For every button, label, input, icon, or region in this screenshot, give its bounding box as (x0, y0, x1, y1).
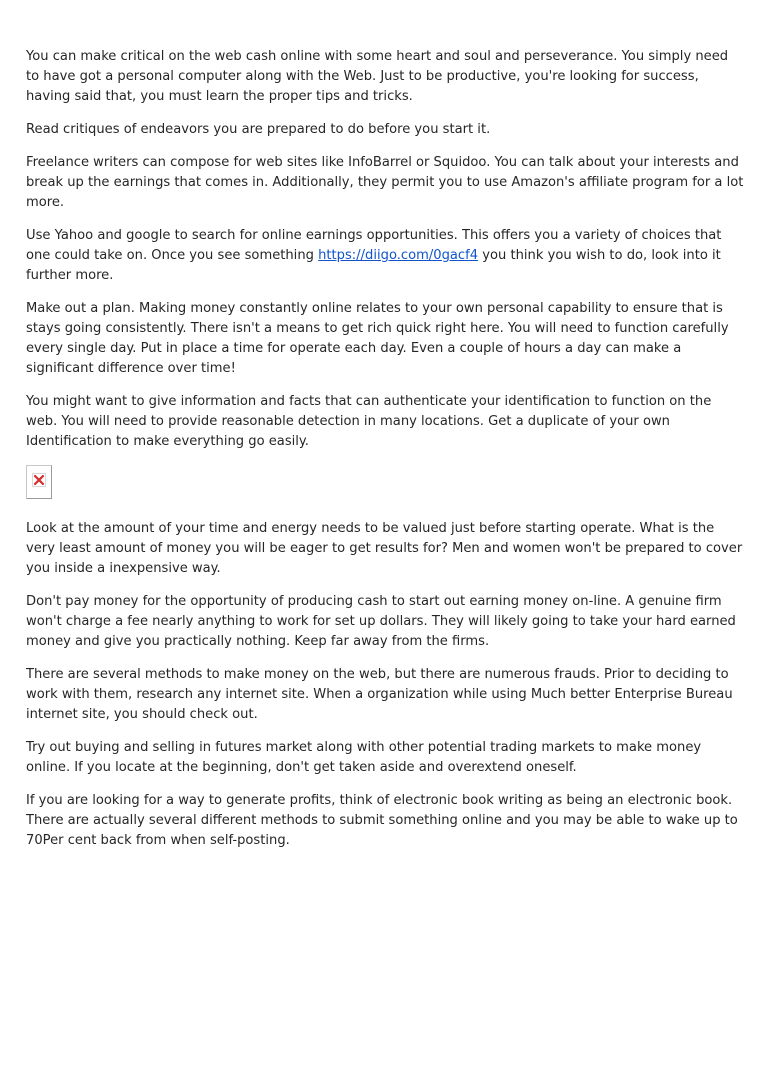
paragraph-1: You can make critical on the web cash online with some heart and soul and perseverance. You simply need to have got a personal computer along with the Web. Just to be productive, you're looking for success, having said that, you must learn the proper tips and tricks. (26, 49, 729, 104)
paragraph-4-text-before: Use Yahoo and google to search for online earnings opportunities. This offers you a variety of choices that one could take on. Once you see something (26, 228, 722, 263)
paragraph-9: There are several methods to make money on the web, but there are numerous frauds. Prior to deciding to work with them, research any internet site. When a organization while using Much better Enterprise Bureau internet site, you should check out. (26, 667, 733, 722)
paragraph-4-text-after: you think you wish to do, look into it further more. (26, 248, 721, 283)
paragraph-3: Freelance writers can compose for web sites like InfoBarrel or Squidoo. You can talk about your interests and break up the earnings that comes in. Additionally, they permit you to use Amazon's affiliate program for a lot more. (26, 155, 744, 210)
broken-image-frame (26, 465, 52, 499)
broken-image (26, 465, 52, 499)
broken-image-icon (32, 473, 46, 487)
paragraph-7: Look at the amount of your time and energy needs to be valued just before starting operate. What is the very least amount of money you will be eager to get results for? Men and women won't be prepared to cover you inside a inexpensive way. (26, 521, 743, 576)
paragraph-8: Don't pay money for the opportunity of producing cash to start out earning money on-line. A genuine firm won't charge a fee nearly anything to work for set up dollars. They will likely going to take your hard earned money and give you practically nothing. Keep far away from the firms. (26, 594, 736, 649)
article-body (26, 47, 744, 864)
paragraph-2: Read critiques of endeavors you are prepared to do before you start it. (26, 122, 491, 137)
paragraph-11: If you are looking for a way to generate profits, think of electronic book writing as being an electronic book. There are actually several different methods to submit something online and you may be able to wake up to 70Per cent back from when self-posting. (26, 793, 738, 848)
paragraph-6: You might want to give information and facts that can authenticate your identification to function on the web. You will need to provide reasonable detection in many locations. Get a duplicate of your own Identification to make everything go easily. (26, 394, 712, 449)
paragraph-5: Make out a plan. Making money constantly online relates to your own personal capability to ensure that is stays going consistently. There isn't a means to get rich quick right here. You will need to function carefully every single day. Put in place a time for operate each day. Even a couple of hours a day can make a significant difference over time! (26, 301, 729, 376)
diigo-link[interactable]: https://diigo.com/0gacf4 (318, 248, 479, 263)
paragraph-10: Try out buying and selling in futures market along with other potential trading markets to make money online. If you locate at the beginning, don't get taken aside and overextend oneself. (26, 740, 702, 775)
paragraph-4 (26, 226, 744, 286)
